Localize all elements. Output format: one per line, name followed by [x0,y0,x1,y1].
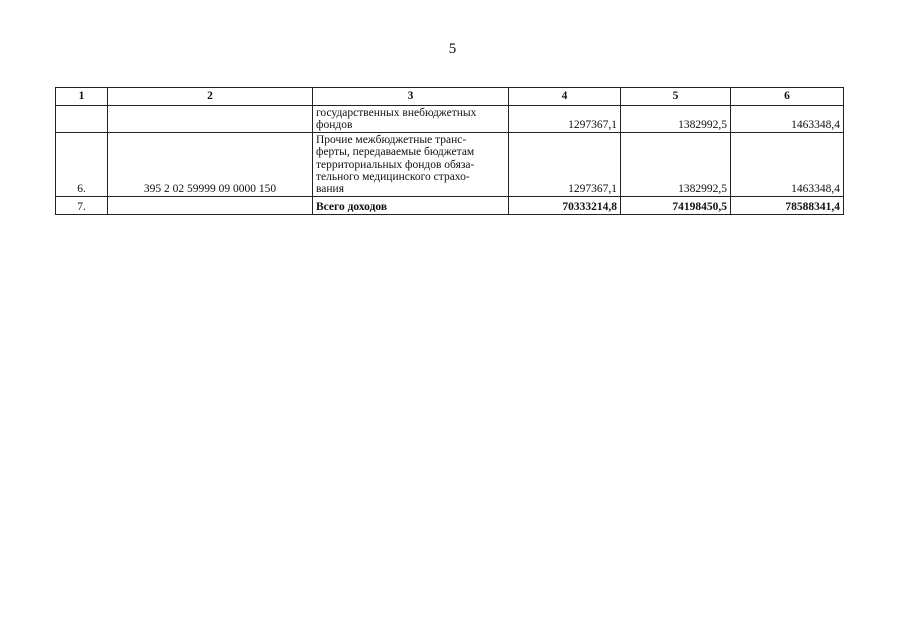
page-number: 5 [448,41,457,57]
value-col-5: 1382992,5 [621,132,731,196]
table-header-row [56,88,844,106]
revenue-name-line: ферты, передаваемые бюджетам [316,146,475,159]
revenue-name-line: территориальных фондов обяза- [316,158,475,171]
total-col-6: 78588341,4 [731,196,844,214]
total-col-5: 74198450,5 [621,196,731,214]
table-row [56,106,844,133]
revenue-name-line: вания [316,183,344,196]
revenue-name-line: Прочие межбюджетные транс- [316,133,467,146]
value-col-6: 1463348,4 [731,132,844,196]
revenue-name-line: фондов [316,119,353,132]
budget-code: 395 2 02 59999 09 0000 150 [108,132,313,196]
revenue-table [55,87,844,215]
value-col-6: 1463348,4 [731,106,844,133]
total-col-4: 70333214,8 [509,196,621,214]
value-col-4: 1297367,1 [509,132,621,196]
revenue-name-line: тельного медицинского страхо- [316,171,470,184]
total-label: Всего доходов [313,196,509,214]
revenue-name-line: государственных внебюджетных [316,107,477,119]
table-row [56,132,844,196]
total-row [56,196,844,214]
revenue-name [313,106,509,133]
column-header-2: 2 [108,88,313,106]
revenue-name [313,132,509,196]
column-header-4: 4 [509,88,621,106]
column-header-1: 1 [56,88,108,106]
value-col-4: 1297367,1 [509,106,621,133]
row-number: 6. [56,132,108,196]
value-col-5: 1382992,5 [621,106,731,133]
budget-code [108,196,313,214]
column-header-5: 5 [621,88,731,106]
row-number [56,106,108,133]
column-header-6: 6 [731,88,844,106]
row-number: 7. [56,196,108,214]
budget-code [108,106,313,133]
column-header-3: 3 [313,88,509,106]
